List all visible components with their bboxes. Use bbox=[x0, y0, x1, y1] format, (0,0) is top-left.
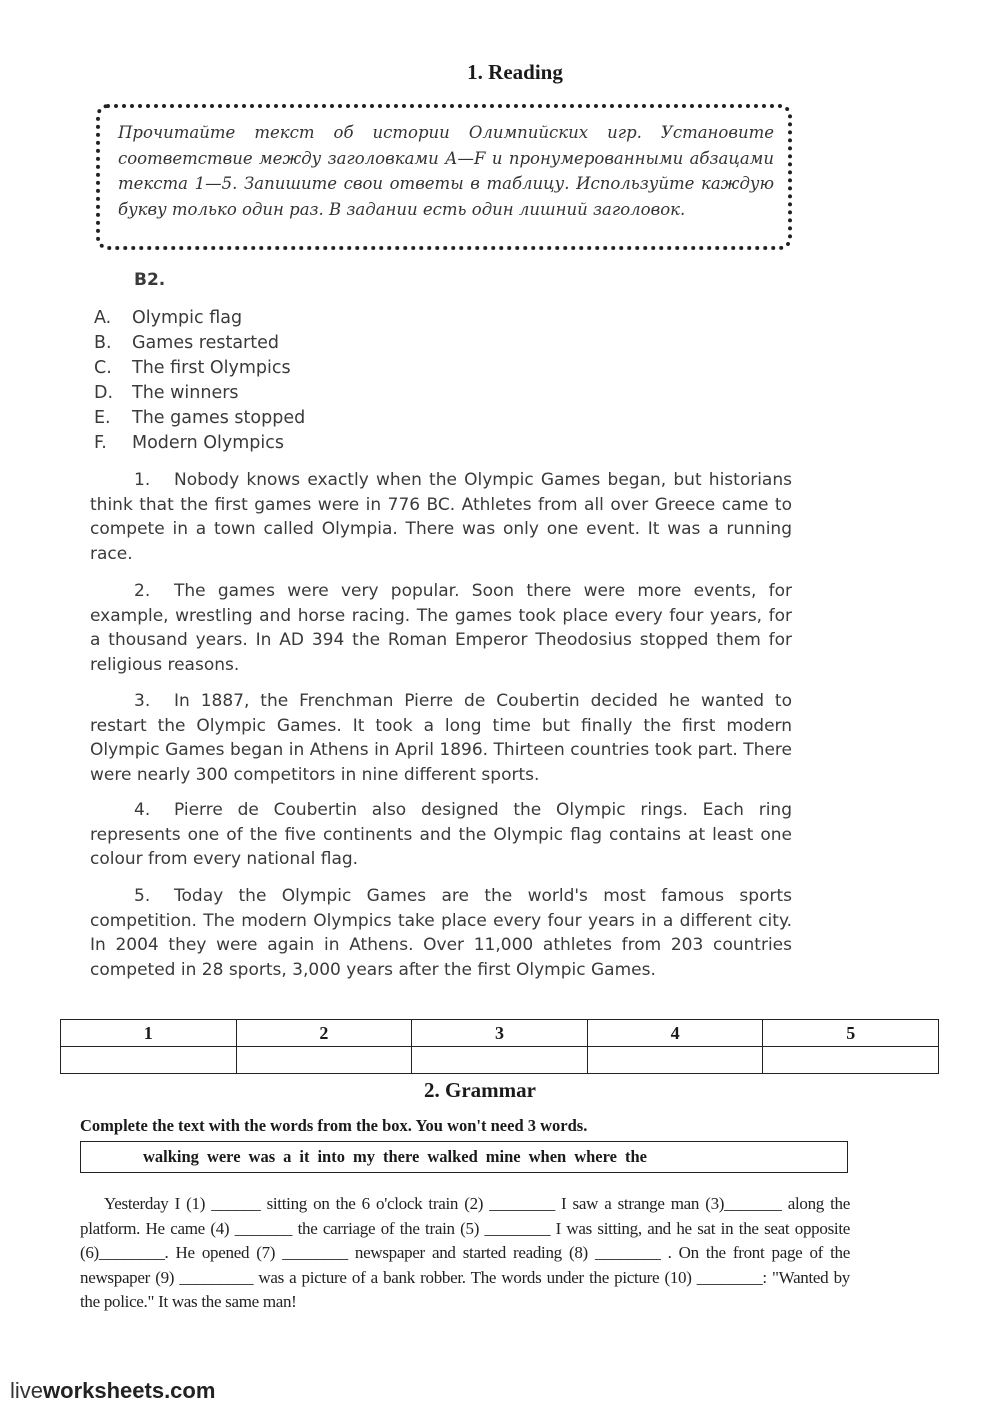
footer-logo[interactable] bbox=[10, 1378, 215, 1404]
paragraph-3 bbox=[90, 689, 792, 787]
answer-cell-5[interactable] bbox=[763, 1047, 939, 1074]
answer-table bbox=[60, 1019, 939, 1074]
word-box-item: my bbox=[352, 1147, 375, 1166]
paragraph-number: 2. bbox=[134, 581, 151, 601]
answer-header-row bbox=[61, 1020, 939, 1047]
word-box-item: where bbox=[574, 1147, 617, 1166]
answer-header-cell: 3 bbox=[412, 1020, 588, 1047]
heading-letter: E. bbox=[94, 408, 111, 428]
paragraph-text: Today the Olympic Games are the world's most famous sports competition. The modern Olympics take place every four years in a different city. In 2004 they were again in Athens. Over 11,000 athletes from 203 countries competed in 28 sports, 3,000 years after the first Olympic Games. bbox=[90, 886, 792, 980]
word-box-item: into bbox=[317, 1147, 345, 1166]
heading-letter: B. bbox=[94, 333, 112, 353]
footer-logo-brand: worksheets.com bbox=[43, 1378, 216, 1403]
answer-header-cell: 2 bbox=[236, 1020, 412, 1047]
heading-letter: A. bbox=[94, 308, 112, 328]
heading-item bbox=[94, 331, 305, 356]
word-box bbox=[80, 1141, 848, 1173]
word-box-item: the bbox=[624, 1147, 647, 1166]
heading-list bbox=[94, 306, 305, 456]
paragraph-number: 3. bbox=[134, 691, 151, 711]
heading-item bbox=[94, 381, 305, 406]
heading-letter: D. bbox=[94, 383, 114, 403]
heading-text: The games stopped bbox=[132, 408, 306, 428]
heading-text: The first Olympics bbox=[132, 358, 291, 378]
paragraph-text: In 1887, the Frenchman Pierre de Coubertin decided he wanted to restart the Olympic Games. It took a long time but finally the first modern Olympic Games began in Athens in April 1896. Thirteen countries took part. There were nearly 300 competitors in nine different sports. bbox=[90, 691, 792, 785]
word-box-item: when bbox=[528, 1147, 567, 1166]
word-box-item: were bbox=[206, 1147, 241, 1166]
task-code: B2. bbox=[134, 270, 166, 290]
heading-text: Modern Olympics bbox=[132, 433, 284, 453]
paragraph-number: 1. bbox=[134, 470, 151, 490]
paragraph-number: 4. bbox=[134, 800, 151, 820]
heading-item bbox=[94, 356, 305, 381]
heading-item bbox=[94, 406, 305, 431]
answer-header-cell: 5 bbox=[763, 1020, 939, 1047]
word-box-item: there bbox=[382, 1147, 420, 1166]
word-box-item: mine bbox=[485, 1147, 521, 1166]
section-title-reading: 1. Reading bbox=[467, 60, 563, 84]
answer-input-row bbox=[61, 1047, 939, 1074]
section-title-grammar: 2. Grammar bbox=[424, 1078, 536, 1102]
heading-letter: F. bbox=[94, 433, 107, 453]
paragraph-text: Pierre de Coubertin also designed the Olympic rings. Each ring represents one of the five continents and the Olympic flag contains at least one colour from every national flag. bbox=[90, 800, 792, 869]
instruction-text: Прочитайте текст об истории Олимпийских игр. Установите соответствие между заголовками А—F и пронумерованными абзацами текста 1—5. Запишите свои ответы в таблицу. Используйте каждую букву только один раз. В задании есть один лишний заголовок. bbox=[118, 123, 774, 219]
word-box-item: a bbox=[283, 1147, 292, 1166]
word-box-item: walked bbox=[427, 1147, 478, 1166]
grammar-text-body: Yesterday I (1) ______ sitting on the 6 o'clock train (2) ________ I saw a strange man (3)_______ along the platform. He came (4) _______ the carriage of the train (5) ________ I was sitting, and he sat in the seat opposite (6)________. He opened (7) ________ newspaper and started reading (8) ________ . On the front page of the newspaper (9) _________ was a picture of a bank robber. The words under the picture (10) ________: "Wanted by the police." It was the same man! bbox=[80, 1194, 850, 1311]
grammar-text bbox=[80, 1192, 850, 1315]
word-box-item: walking bbox=[143, 1147, 199, 1166]
paragraph-5 bbox=[90, 884, 792, 982]
answer-cell-2[interactable] bbox=[236, 1047, 412, 1074]
answer-cell-3[interactable] bbox=[412, 1047, 588, 1074]
heading-item bbox=[94, 431, 305, 456]
footer-logo-prefix: live bbox=[10, 1378, 44, 1403]
answer-header-cell: 4 bbox=[587, 1020, 763, 1047]
word-box-item: was bbox=[248, 1147, 276, 1166]
paragraph-1 bbox=[90, 468, 792, 566]
heading-text: Games restarted bbox=[132, 333, 279, 353]
heading-item bbox=[94, 306, 305, 331]
heading-text: Olympic flag bbox=[132, 308, 243, 328]
answer-cell-1[interactable] bbox=[61, 1047, 237, 1074]
paragraph-text: The games were very popular. Soon there were more events, for example, wrestling and horse racing. The games took place every four years, for a thousand years. In AD 394 the Roman Emperor Theodosius stopped them for religious reasons. bbox=[90, 581, 792, 675]
answer-header-cell: 1 bbox=[61, 1020, 237, 1047]
paragraph-2 bbox=[90, 579, 792, 677]
paragraph-4 bbox=[90, 798, 792, 872]
answer-cell-4[interactable] bbox=[587, 1047, 763, 1074]
paragraph-number: 5. bbox=[134, 886, 151, 906]
instruction-box bbox=[96, 104, 792, 250]
paragraph-text: Nobody knows exactly when the Olympic Games began, but historians think that the first games were in 776 BC. Athletes from all over Greece came to compete in a town called Olympia. There was only one event. It was a running race. bbox=[90, 470, 792, 564]
word-box-item: it bbox=[299, 1147, 310, 1166]
heading-text: The winners bbox=[132, 383, 239, 403]
heading-letter: C. bbox=[94, 358, 112, 378]
grammar-task: Complete the text with the words from the box. You won't need 3 words. bbox=[80, 1116, 588, 1135]
